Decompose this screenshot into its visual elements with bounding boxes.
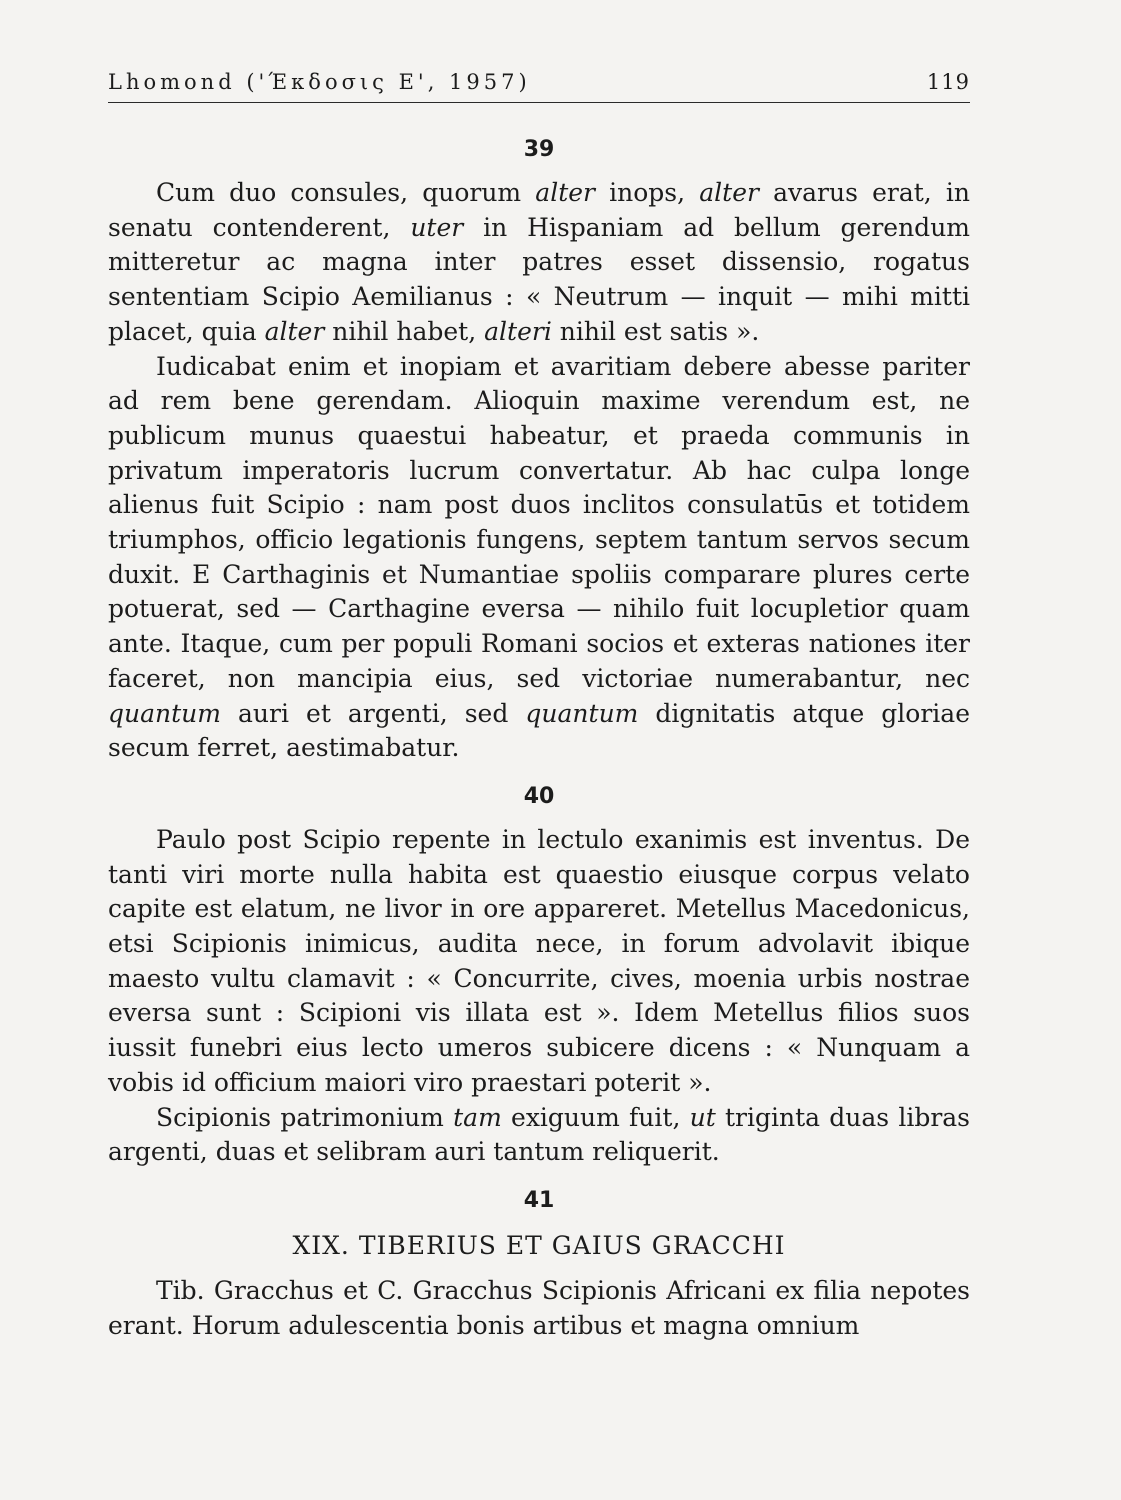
chapter-heading: XIX. TIBERIUS ET GAIUS GRACCHI	[292, 1230, 786, 1260]
section-39	[108, 137, 970, 766]
text-run: avarus erat, in senatu contenderent,	[108, 178, 970, 242]
section-number: 39	[523, 137, 555, 162]
italic-word: uter	[410, 212, 464, 242]
text-run: dignitatis atque gloriae secum ferret, aestimabatur.	[108, 698, 971, 763]
section-number: 41	[523, 1187, 555, 1213]
text-run: nihil est satis ».	[551, 316, 760, 346]
text-run: exiguum fuit,	[501, 1102, 690, 1132]
section-number: 40	[523, 783, 555, 809]
section-41	[108, 1188, 970, 1343]
italic-word: quantum	[108, 698, 221, 728]
text-run: Scipionis patrimonium	[156, 1102, 454, 1132]
text-run: Tib. Gracchus et C. Gracchus Scipionis Africani ex filia nepotes erant. Horum adulescentia bonis artibus et magna omnium	[108, 1275, 970, 1340]
paragraph	[108, 823, 970, 1101]
italic-word: alter	[264, 316, 325, 346]
italic-word: alter	[699, 178, 759, 207]
running-header	[108, 70, 970, 103]
text-run: triginta duas libras argenti, duas et selibram auri tantum reliquerit.	[108, 1102, 971, 1167]
text-run: Iudicabat enim et inopiam et avaritiam debere abesse pariter ad rem bene gerendam. Alioquin maxime verendum est, ne publicum munus quaestui habeatur, et praeda communis in privatum imperatoris lucrum convertatur. Ab hac culpa longe alienus fuit Scipio : nam post duos inclitos consulatūs et totidem triumphos, officio legationis fungens, septem tantum servos secum duxit. E Carthaginis et Numantiae spoliis comparare plures certe potuerat, sed — Carthagine eversa — nihilo fuit locupletior quam ante. Itaque, cum per populi Romani socios et exteras nationes iter faceret, non mancipia eius, sed victoriae numerabantur, nec	[108, 351, 970, 693]
text-run: auri et argenti, sed	[220, 698, 526, 728]
page-number: 119	[926, 70, 970, 94]
text-run: inops,	[595, 178, 700, 207]
paragraph	[108, 1101, 970, 1170]
paragraph	[108, 1274, 970, 1343]
text-run: nihil habet,	[324, 316, 485, 346]
section-40	[108, 784, 970, 1170]
book-page	[108, 70, 970, 1343]
italic-word: alter	[535, 178, 595, 207]
paragraph	[108, 350, 970, 766]
italic-word: alteri	[484, 316, 552, 346]
italic-word: ut	[689, 1102, 716, 1132]
italic-word: quantum	[525, 698, 639, 728]
running-title: Lhomond ('Έκδοσις Ε', 1957)	[108, 70, 531, 94]
italic-word: tam	[453, 1102, 502, 1132]
text-run: in Hispaniam ad bellum gerendum mitteretur ac magna inter patres esset dissensio, rogatus sententiam Scipio Aemilianus : « Neutrum — inquit — mihi mitti placet, quia	[108, 212, 970, 346]
paragraph	[108, 176, 970, 350]
text-run: Paulo post Scipio repente in lectulo exanimis est inventus. De tanti viri morte nulla habita est quaestio eiusque corpus velato capite est elatum, ne livor in ore appareret. Metellus Macedonicus, etsi Scipionis inimicus, audita nece, in forum advolavit ibique maesto vultu clamavit : « Concurrite, cives, moenia urbis nostrae eversa sunt : Scipioni vis illata est ». Idem Metellus filios suos iussit funebri eius lecto umeros subicere dicens : « Nunquam a vobis id officium maiori viro praestari poterit ».	[108, 824, 970, 1097]
text-run: Cum duo consules, quorum	[156, 178, 536, 207]
